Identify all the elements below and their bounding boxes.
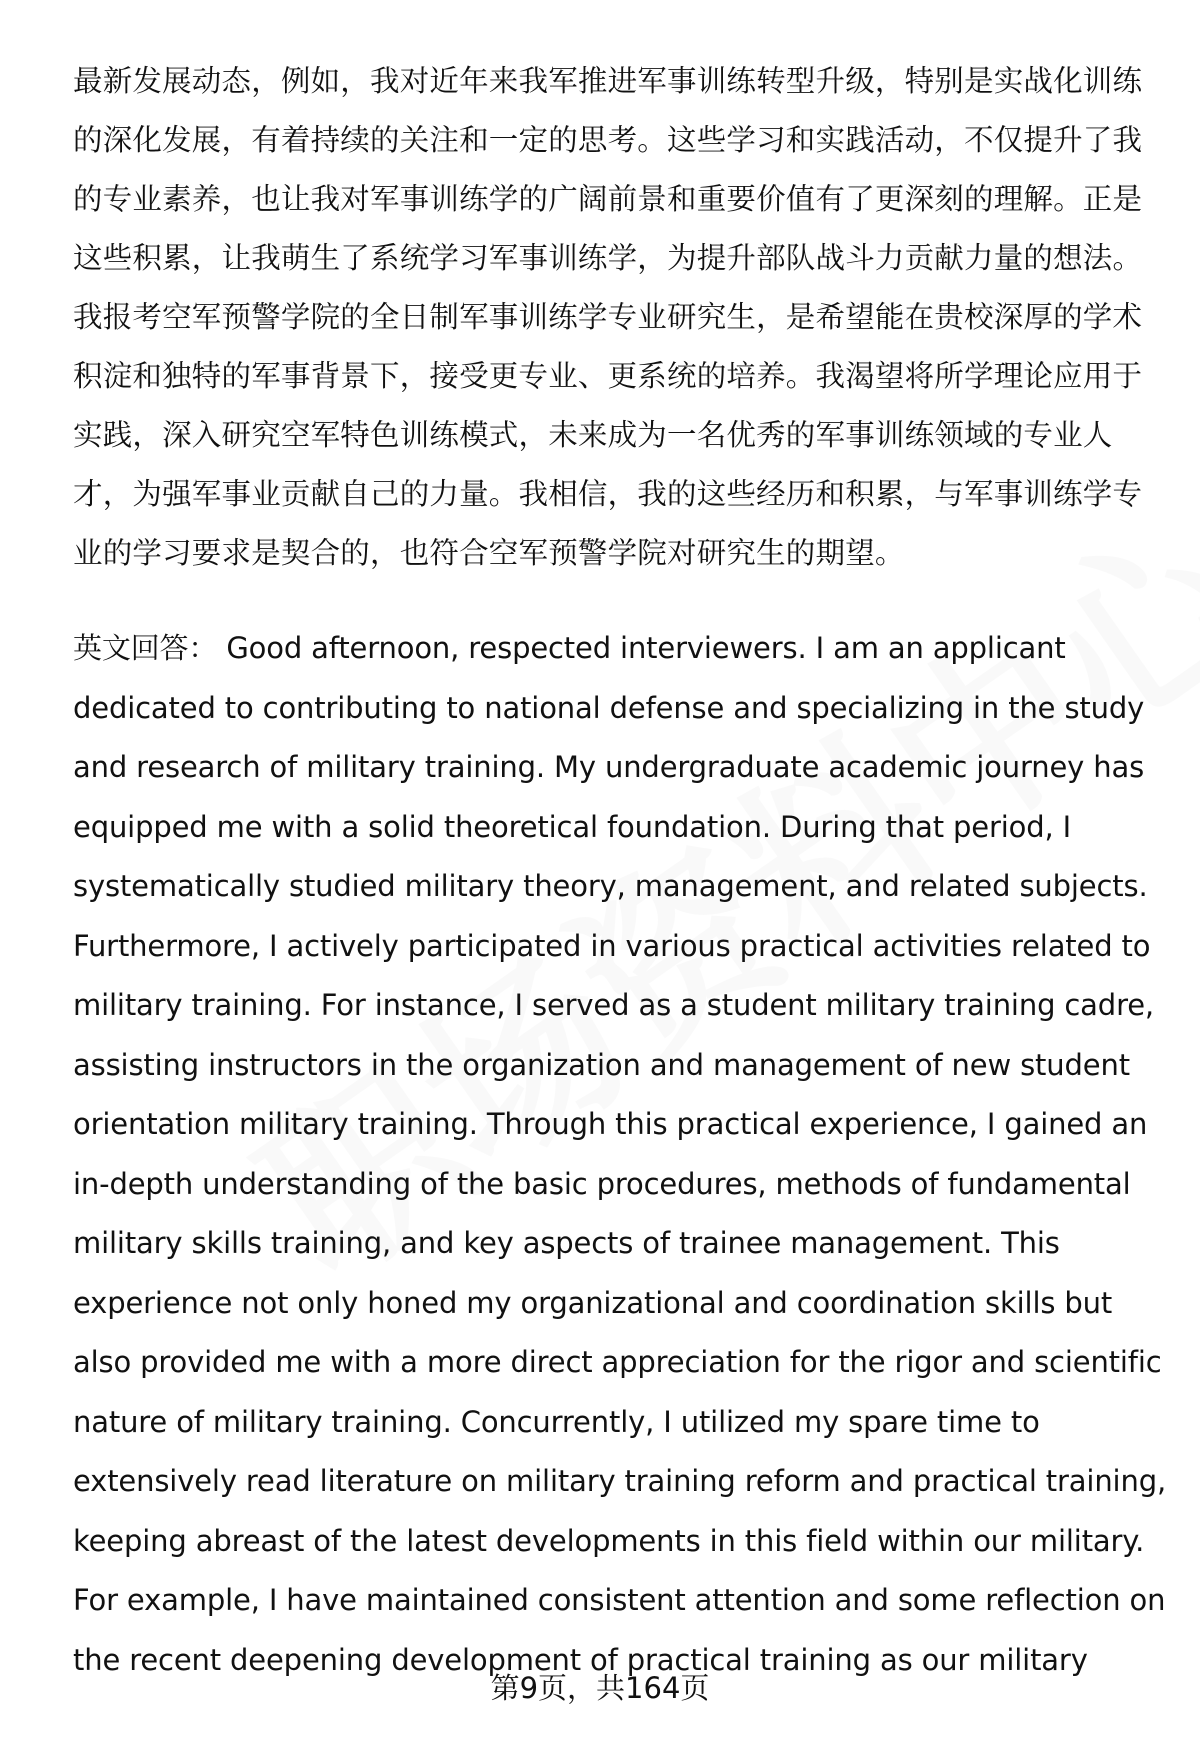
english-answer-paragraph	[73, 624, 1173, 1695]
chinese-text-line: 的专业素养，也让我对军事训练学的广阔前景和重要价值有了更深刻的理解。正是	[73, 182, 1143, 216]
english-text-line: nature of military training. Concurrently, I utilized my spare time to	[73, 1404, 1040, 1439]
chinese-text-line: 我报考空军预警学院的全日制军事训练学专业研究生，是希望能在贵校深厚的学术	[73, 300, 1143, 334]
page-number: 第9页，共164页	[490, 1671, 710, 1705]
chinese-text-line: 积淀和独特的军事背景下，接受更专业、更系统的培养。我渴望将所学理论应用于	[73, 359, 1143, 393]
english-text-line: 英文回答： Good afternoon, respected interviewers. I am an applicant	[73, 631, 1066, 665]
english-text-line: also provided me with a more direct appreciation for the rigor and scientific	[73, 1345, 1162, 1379]
english-text-line: the recent deepening development of practical training as our military	[73, 1642, 1088, 1677]
english-text-line: military training. For instance, I served as a student military training cadre,	[73, 988, 1154, 1022]
chinese-text-line: 业的学习要求是契合的，也符合空军预警学院对研究生的期望。	[73, 536, 905, 570]
english-text-line: equipped me with a solid theoretical foundation. During that period, I	[73, 809, 1072, 844]
english-text-line: dedicated to contributing to national defense and specializing in the study	[73, 690, 1145, 725]
english-text-line: keeping abreast of the latest developments in this field within our military.	[73, 1523, 1145, 1558]
english-text-line: and research of military training. My undergraduate academic journey has	[73, 750, 1145, 784]
chinese-text-line: 的深化发展，有着持续的关注和一定的思考。这些学习和实践活动，不仅提升了我	[73, 123, 1143, 157]
english-text-line: military skills training, and key aspects of trainee management. This	[73, 1226, 1060, 1260]
english-text-line: extensively read literature on military training reform and practical training,	[73, 1464, 1167, 1498]
chinese-text-line: 这些积累，让我萌生了系统学习军事训练学，为提升部队战斗力贡献力量的想法。	[73, 241, 1143, 275]
english-text-line: experience not only honed my organizational and coordination skills but	[73, 1285, 1113, 1320]
english-text-line: orientation military training. Through this practical experience, I gained an	[73, 1107, 1148, 1141]
chinese-text-line: 才，为强军事业贡献自己的力量。我相信，我的这些经历和积累，与军事训练学专	[73, 477, 1143, 511]
english-text-line: in-depth understanding of the basic procedures, methods of fundamental	[73, 1166, 1131, 1201]
english-text-line: Furthermore, I actively participated in various practical activities related to	[73, 928, 1151, 963]
chinese-text-line: 实践，深入研究空军特色训练模式，未来成为一名优秀的军事训练领域的专业人	[73, 418, 1113, 452]
english-text-line: assisting instructors in the organization and management of new student	[73, 1047, 1130, 1082]
chinese-answer-paragraph	[73, 58, 1153, 589]
english-text-line: For example, I have maintained consistent attention and some reflection on	[73, 1583, 1166, 1617]
chinese-text-line: 最新发展动态，例如，我对近年来我军推进军事训练转型升级，特别是实战化训练	[73, 64, 1143, 98]
english-text-line: systematically studied military theory, management, and related subjects.	[73, 869, 1148, 903]
